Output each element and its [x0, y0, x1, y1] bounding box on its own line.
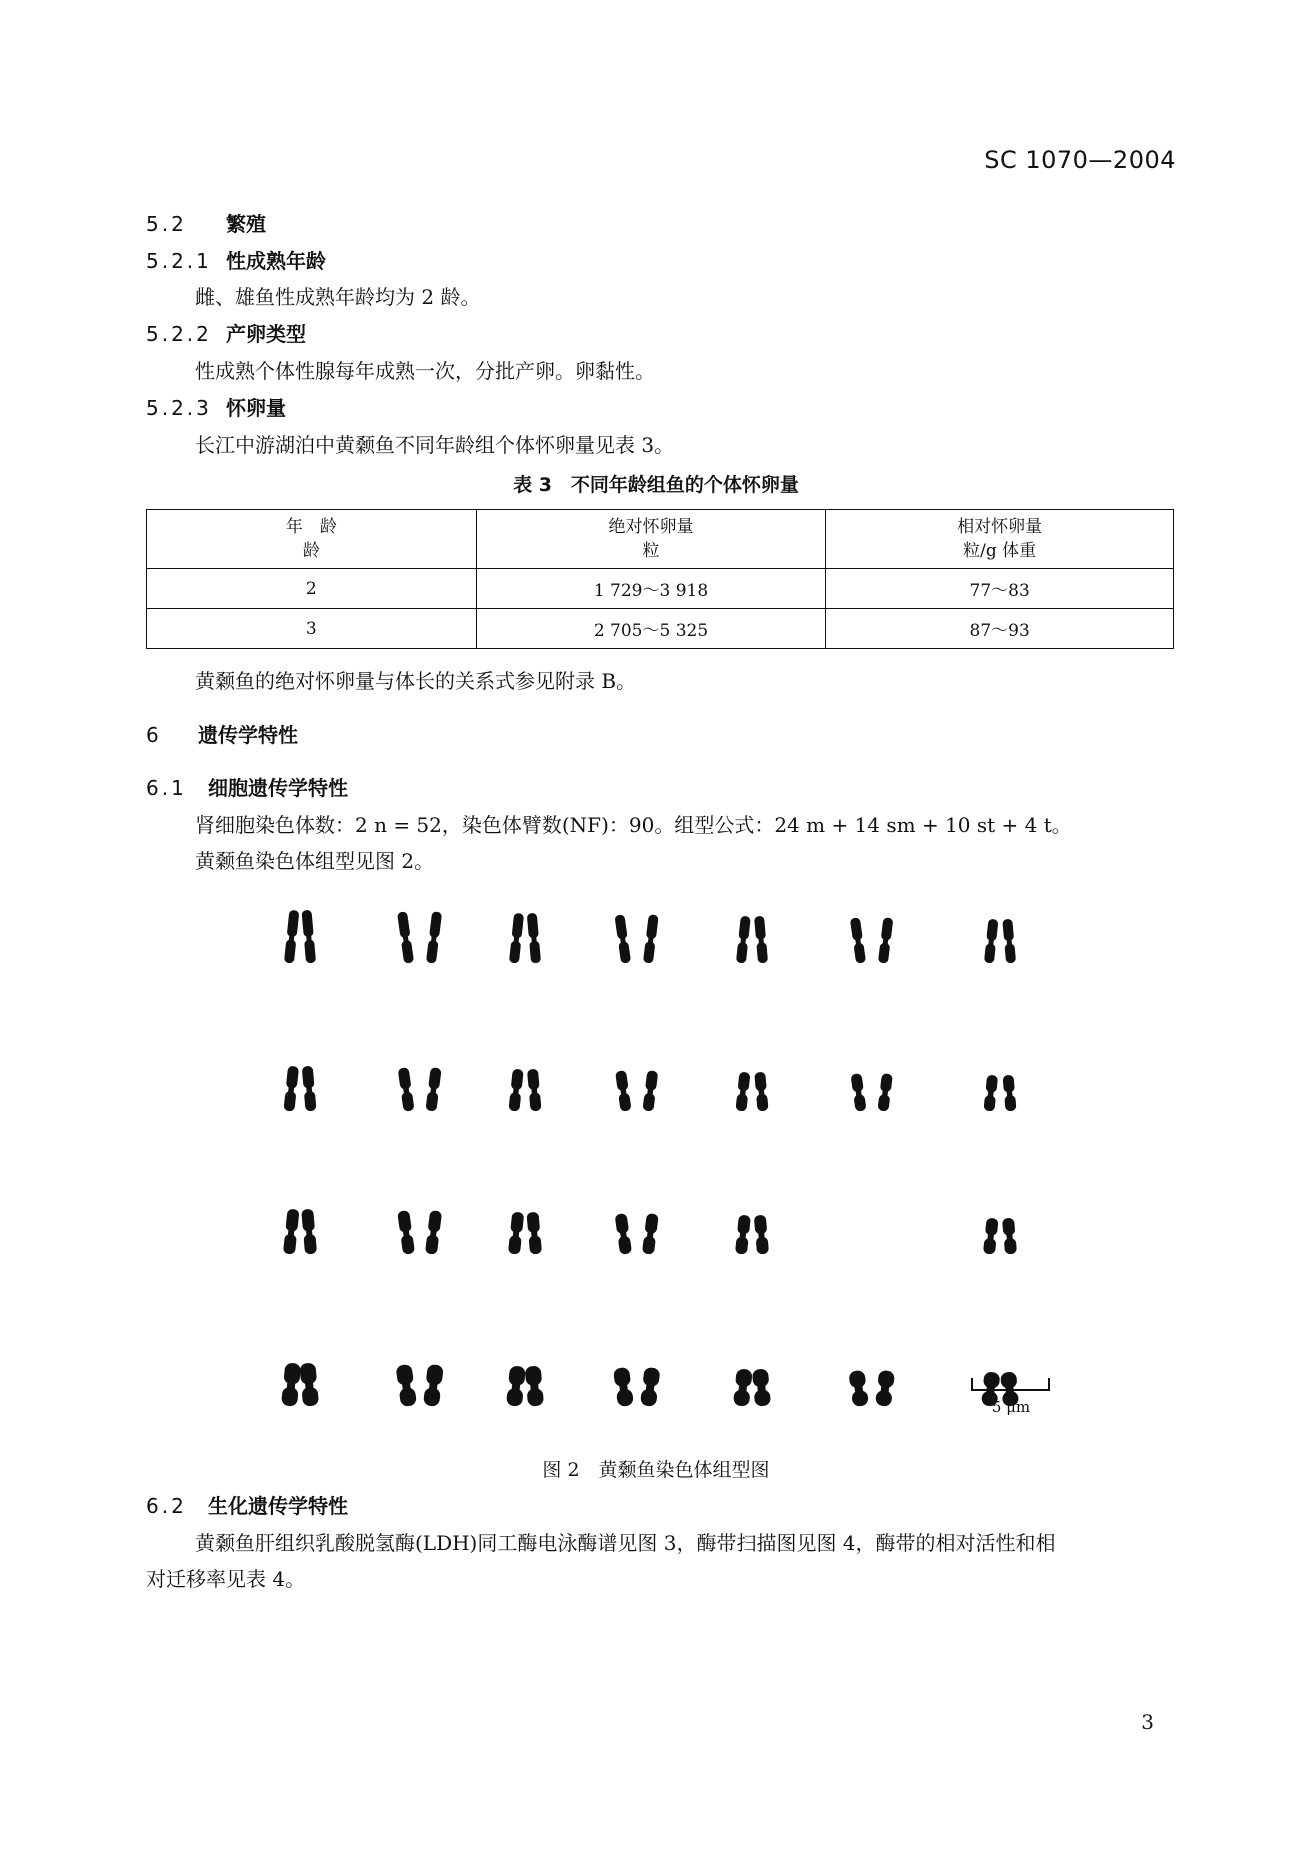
chromosome — [754, 1072, 768, 1112]
heading-title: 产卵类型 — [226, 322, 306, 346]
heading-title: 生化遗传学特性 — [208, 1494, 348, 1518]
chromosome — [752, 1368, 771, 1406]
chromosome — [984, 919, 999, 964]
chromosome — [643, 914, 659, 963]
chromosome — [299, 1362, 319, 1406]
chromosome — [398, 1067, 415, 1112]
header-line: 相对怀卵量 — [957, 517, 1043, 537]
heading-title: 遗传学特性 — [198, 723, 298, 747]
chromosome — [301, 910, 316, 964]
heading-number: 6.2 — [146, 1494, 187, 1518]
table-cell: 87～93 — [826, 609, 1174, 649]
chromosome — [735, 1215, 751, 1255]
heading-number: 5.2.3 — [146, 396, 212, 420]
chromosome-pairs — [281, 910, 1019, 1407]
chromosome — [615, 1213, 633, 1255]
chromosome — [395, 1364, 417, 1407]
chromosome — [283, 1209, 300, 1255]
chromosome — [525, 1365, 544, 1406]
chromosome — [426, 911, 442, 963]
chromosome — [1002, 1075, 1016, 1112]
header-unit: 粒 — [642, 541, 660, 561]
chromosome — [640, 1367, 661, 1407]
chromosome — [848, 1370, 869, 1407]
table-title: 表 3 不同年龄组鱼的个体怀卵量 — [513, 474, 799, 496]
chromosome — [983, 1218, 999, 1255]
chromosome — [1002, 919, 1016, 964]
heading-number: 5.2.1 — [146, 249, 212, 273]
page-number: 3 — [1141, 1710, 1154, 1734]
header-unit: 粒/g 体重 — [963, 541, 1037, 561]
heading-number: 5.2 — [146, 212, 187, 236]
chromosome — [301, 1209, 317, 1255]
chromosome — [397, 911, 414, 963]
chromosome — [508, 1069, 523, 1112]
table-cell: 1 729～3 918 — [476, 569, 826, 609]
chromosome — [754, 1215, 769, 1255]
chromosome — [877, 1073, 892, 1112]
chromosome — [425, 1067, 441, 1112]
chromosome — [284, 910, 299, 964]
chromosome — [506, 1365, 526, 1406]
paragraph-6-2-line1: 黄颡鱼肝组织乳酸脱氢酶(LDH)同工酶电泳酶谱见图 3，酶带扫描图见图 4，酶带的相对活性和相 — [195, 1531, 1056, 1555]
header-line: 年 龄 — [285, 517, 337, 537]
chromosome — [509, 913, 524, 964]
heading-title: 繁殖 — [226, 212, 266, 236]
chromosome — [850, 1073, 866, 1112]
table-cell: 77～83 — [826, 569, 1174, 609]
paragraph-6-1-figure-ref: 黄颡鱼染色体组型见图 2。 — [195, 849, 435, 873]
chromosome — [850, 917, 866, 963]
scale-label: 5 μm — [991, 1398, 1031, 1416]
chromosome — [283, 1066, 299, 1112]
chromosome — [754, 916, 768, 964]
chromosome — [527, 1069, 542, 1112]
heading-number: 6.1 — [146, 776, 187, 800]
chromosome — [397, 1210, 415, 1255]
chromosome — [642, 1070, 658, 1112]
table-cell: 3 — [147, 609, 477, 649]
heading-6-2 — [146, 1490, 348, 1519]
heading-title: 细胞遗传学特性 — [208, 776, 348, 800]
figure-caption: 图 2 黄颡鱼染色体组型图 — [542, 1459, 770, 1481]
chromosome — [735, 1072, 750, 1112]
paragraph-5-2-2: 性成熟个体性腺每年成熟一次，分批产卵。卵黏性。 — [195, 359, 655, 383]
chromosome — [736, 916, 751, 964]
chromosome — [642, 1213, 659, 1255]
chromosome — [508, 1212, 524, 1255]
heading-title: 怀卵量 — [226, 396, 286, 420]
chromosome — [733, 1368, 753, 1406]
table-note: 黄颡鱼的绝对怀卵量与体长的关系式参见附录 B。 — [195, 669, 637, 693]
chromosome — [878, 917, 893, 963]
chromosome — [613, 1367, 634, 1407]
chromosome — [615, 1070, 632, 1112]
paragraph-5-2-1: 雌、雄鱼性成熟年龄均为 2 龄。 — [195, 285, 481, 309]
chromosome — [527, 913, 541, 964]
paragraph-6-2-line2: 对迁移率见表 4。 — [146, 1567, 306, 1591]
chromosome — [614, 914, 631, 963]
chromosome — [302, 1066, 317, 1112]
standard-code: SC 1070—2004 — [984, 146, 1176, 174]
table-cell: 2 705～5 325 — [476, 609, 826, 649]
heading-title: 性成熟年龄 — [226, 249, 326, 273]
chromosome — [423, 1364, 444, 1407]
paragraph-5-2-3: 长江中游湖泊中黄颡鱼不同年龄组个体怀卵量见表 3。 — [195, 433, 675, 457]
header-line: 绝对怀卵量 — [608, 517, 694, 537]
chromosome — [281, 1362, 301, 1406]
table-cell: 2 — [147, 569, 477, 609]
chromosome — [875, 1370, 895, 1407]
heading-number: 6 — [146, 723, 162, 747]
chromosome — [526, 1212, 542, 1255]
chromosome — [983, 1075, 998, 1112]
header-unit: 龄 — [302, 541, 320, 561]
chromosome — [425, 1210, 442, 1255]
heading-number: 5.2.2 — [146, 322, 212, 346]
paragraph-6-1-karyotype-formula: 肾细胞染色体数：2 n = 52，染色体臂数(NF)：90。组型公式：24 m + 14 sm + 10 st + 4 t。 — [195, 813, 1072, 837]
chromosome — [1002, 1218, 1017, 1255]
